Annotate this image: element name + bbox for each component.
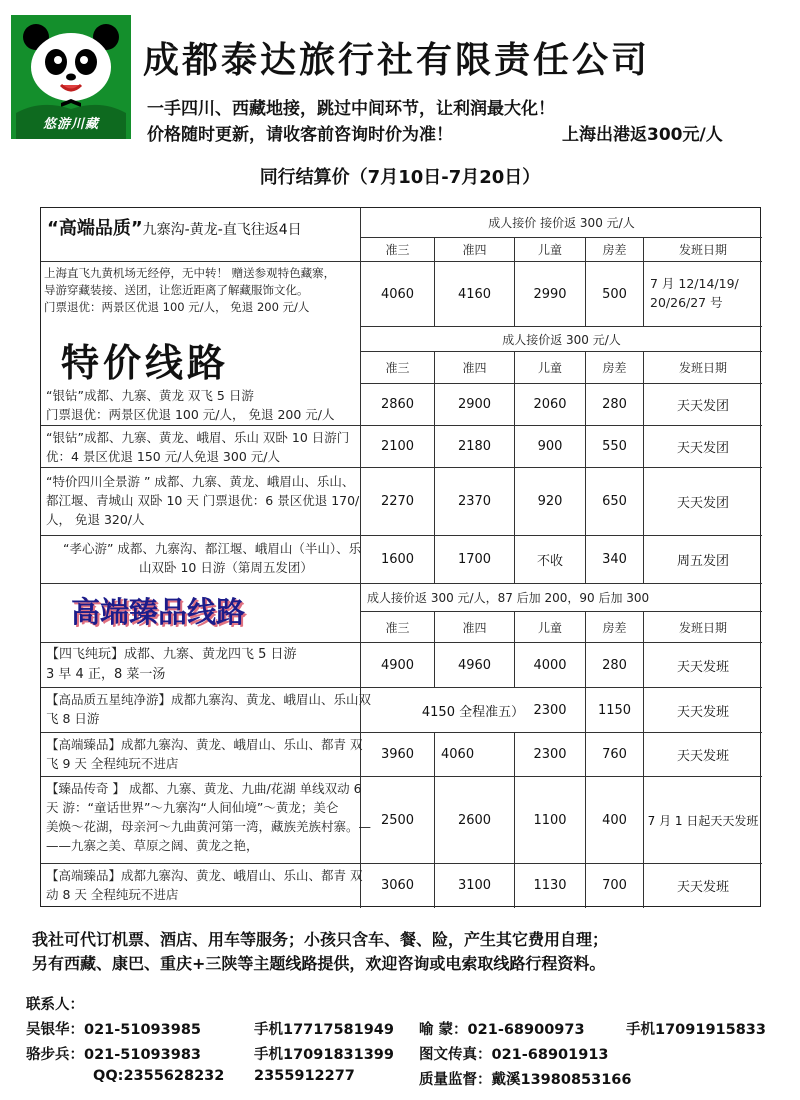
price-cell: 550 [602, 439, 627, 454]
route-desc: “银钻”成都、九寨、黄龙 双飞 5 日游 门票退优：两景区优退 100 元/人， 免退 200 元/人 [46, 388, 335, 422]
route-desc: 【高端臻品】成都九寨沟、黄龙、峨眉山、乐山、都青 双 动 8 天 全程纯玩不进店 [46, 868, 363, 902]
col-header: 儿童 [537, 620, 562, 635]
col-header: 准三 [385, 243, 410, 257]
contact-qq: 2355912277 [254, 1068, 355, 1084]
price-cell: 900 [537, 439, 563, 454]
price-cell: 4060 [380, 286, 415, 302]
logo-label: 悠游川藏 [42, 117, 99, 132]
price-cell: 700 [602, 878, 627, 893]
section1-title: “高端品质”九寨沟-黄龙-直飞往返4日 [47, 218, 302, 239]
price-cell: 920 [537, 494, 563, 509]
slogan-line-2: 价格随时更新，请收客前咨询时价为准！ [147, 125, 453, 145]
contact-mobile: 手机17091915833 [626, 1022, 766, 1038]
price-cell: 2300 [533, 747, 567, 762]
price-cell: 1150 [597, 702, 632, 718]
col-header: 发班日期 [678, 243, 727, 257]
contact-fax: 图文传真：021-68901913 [419, 1047, 609, 1063]
price-cell: 4960 [457, 657, 492, 673]
departure-date: 7 月 12/14/19/ 20/26/27 号 [650, 276, 739, 310]
merged-price-cell: 4150 全程准五） [421, 704, 525, 720]
contact-mobile: 手机17091831399 [254, 1047, 394, 1063]
company-name: 成都泰达旅行社有限责任公司 [143, 39, 651, 81]
price-cell: 2900 [457, 397, 492, 412]
price-cell: 3960 [380, 747, 415, 762]
col-header: 房差 [602, 620, 627, 635]
price-cell: 3100 [457, 878, 492, 893]
price-cell: 2600 [457, 812, 492, 828]
price-cell: 400 [602, 812, 627, 828]
col-header: 发班日期 [678, 620, 727, 635]
price-cell: 2270 [380, 494, 415, 509]
services-note: 我社可代订机票、酒店、用车等服务；小孩只含车、餐、险，产生其它费用自理； 另有西藏、康巴、重庆+三陕等主题线路提供，欢迎咨询或电索取线路行程资料。 [32, 930, 609, 973]
price-cell: 2060 [533, 397, 567, 412]
price-cell: 500 [602, 286, 627, 302]
price-cell: 2990 [533, 286, 567, 302]
departure-date: 周五发团 [676, 554, 729, 569]
departure-date: 天天发团 [676, 441, 729, 456]
departure-date: 天天发团 [676, 399, 729, 414]
col-header: 准四 [462, 361, 487, 375]
price-cell: 4060 [441, 747, 475, 762]
route-desc: 【高品质五星纯净游】成都九寨沟、黄龙、峨眉山、乐山双 飞 8 日游 [46, 692, 372, 726]
price-cell: 2860 [380, 397, 415, 412]
price-cell: 650 [602, 494, 627, 509]
price-cell: 2370 [457, 494, 492, 509]
departure-date: 天天发班 [676, 704, 729, 720]
section2-title: 特价线路 [61, 340, 230, 385]
col-header: 儿童 [537, 243, 562, 257]
contact-phone: 喻 蒙：021-68900973 [419, 1022, 585, 1038]
col-header: 房差 [602, 361, 627, 375]
contact-phone: 骆步兵：021-51093983 [26, 1047, 201, 1063]
price-cell: 2500 [380, 812, 415, 828]
route-desc: 【四飞纯玩】成都、九寨、黄龙四飞 5 日游 3 早 4 正，8 菜一汤 [46, 647, 297, 682]
company-logo [11, 15, 131, 139]
price-cell: 1700 [457, 552, 492, 567]
price-cell: 1100 [533, 812, 567, 828]
price-cell: 4000 [533, 657, 567, 673]
departure-date: 天天发班 [676, 880, 729, 895]
price-cell: 3060 [380, 878, 415, 893]
col-header: 发班日期 [678, 361, 727, 375]
col-header: 房差 [602, 243, 627, 257]
section3-title: 高端臻品线路 [71, 595, 246, 629]
col-header: 准四 [462, 243, 487, 257]
price-table [40, 207, 761, 907]
section1-header-top: 成人接价 接价返 300 元/人 [488, 216, 635, 230]
route-desc: “孝心游” 成都、九寨沟、都江堰、峨眉山（半山）、乐 山双卧 10 日游（第周五发团） [63, 541, 362, 575]
departure-date: 天天发团 [676, 496, 729, 511]
section3-header-top: 成人接价返 300 元/人，87 后加 200，90 后加 300 [367, 591, 650, 605]
price-cell: 不收 [536, 554, 563, 569]
price-cell: 760 [602, 747, 627, 762]
price-cell: 280 [602, 657, 627, 673]
col-header: 儿童 [537, 361, 562, 375]
col-header: 准三 [385, 361, 410, 375]
contact-qq: QQ:2355628232 [93, 1068, 225, 1084]
price-cell: 1600 [380, 552, 415, 567]
contact-mobile: 手机17717581949 [254, 1022, 394, 1038]
route-desc: 【高端臻品】成都九寨沟、黄龙、峨眉山、乐山、都青 双 飞 9 天 全程纯玩不进店 [46, 737, 363, 771]
slogan-line-3: 上海出港返300元/人 [562, 125, 723, 145]
departure-date: 天天发班 [676, 659, 729, 675]
route-desc: 【臻品传奇 】 成都、九寨、黄龙、九曲/花湖 单线双动 6 天 游：“童话世界”～九寨沟“人间仙境”～黄龙；美仑 美焕～花湖，母亲河～九曲黄河第一湾，藏族羌族村寨。— ——九寨之美、草原之阔、黄龙之艳， [46, 781, 372, 853]
contact-phone: 吴银华：021-51093985 [26, 1022, 201, 1038]
col-header: 准三 [385, 620, 410, 635]
price-cell: 280 [602, 397, 627, 412]
section2-header-top: 成人接价返 300 元/人 [502, 332, 621, 347]
price-cell: 2180 [457, 439, 492, 454]
price-cell: 4160 [457, 286, 492, 302]
price-subtitle: 同行结算价（7月10日-7月20日） [259, 167, 541, 188]
price-cell: 340 [602, 552, 627, 567]
price-cell: 4900 [380, 657, 415, 673]
quality-supervision: 质量监督：戴溪13980853166 [419, 1072, 632, 1088]
price-cell: 2100 [380, 439, 415, 454]
price-cell: 2300 [533, 702, 567, 718]
section1-row-desc: 上海直飞九黄机场无经停，无中转！ 赠送参观特色藏寨， 导游穿藏装接、送团，让您近距离了解藏服饰文化。 门票退优：两景区优退 100 元/人， 免退 200 元/人 [44, 266, 336, 314]
route-desc: “特价四川全景游 ” 成都、九寨、黄龙、峨眉山、乐山、 都江堰、青城山 双卧 10 天 门票退优：6 景区优退 170/ 人， 免退 320/人 [46, 474, 360, 527]
slogan-line-1: 一手四川、西藏地接，跳过中间环节，让利润最大化！ [147, 99, 555, 119]
route-desc: “银钻”成都、九寨、黄龙、峨眉、乐山 双卧 10 日游门 优：4 景区优退 150 元/人免退 300 元/人 [46, 430, 350, 464]
departure-date: 7 月 1 日起天天发班 [647, 813, 759, 828]
contacts-label: 联系人： [26, 997, 84, 1013]
price-cell: 1130 [533, 878, 567, 893]
col-header: 准四 [462, 620, 487, 635]
departure-date: 天天发班 [676, 749, 729, 764]
